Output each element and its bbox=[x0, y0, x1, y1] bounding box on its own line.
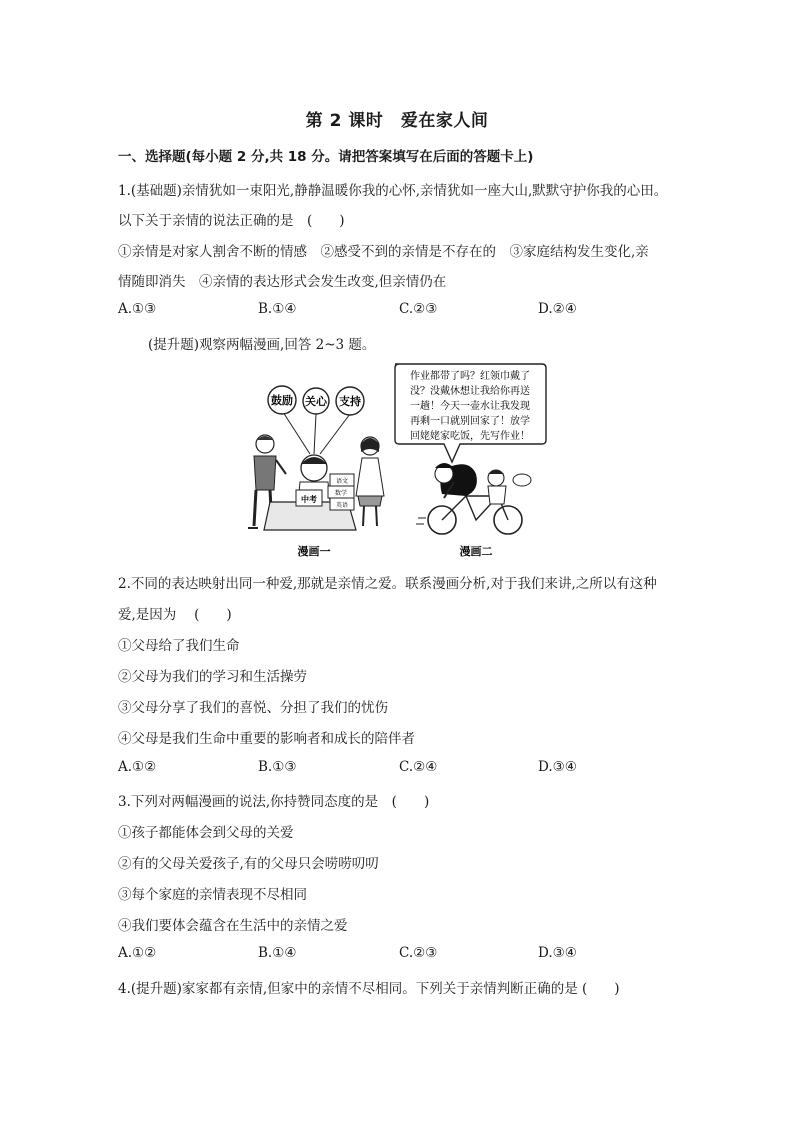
speech-line-1: 作业都带了吗？红领巾戴了 bbox=[410, 371, 530, 382]
bicycle-scene bbox=[416, 463, 531, 534]
q3-item-3: ③每个家庭的亲情表现不尽相同 bbox=[118, 887, 307, 903]
balloon-label-2: 关心 bbox=[305, 395, 327, 408]
q1-option-d: D.②④ bbox=[538, 301, 577, 317]
balloon-label-3: 支持 bbox=[339, 395, 361, 408]
q3-item-2: ②有的父母关爱孩子,有的父母只会唠唠叨叨 bbox=[118, 856, 379, 872]
q3-options bbox=[118, 945, 678, 965]
speech-line-2: 没？没戴休想让我给你再送 bbox=[410, 386, 530, 397]
q3-item-1: ①孩子都能体会到父母的关爱 bbox=[118, 825, 294, 841]
q2-option-b: B.①③ bbox=[258, 759, 297, 775]
balloon-group bbox=[268, 386, 364, 454]
q3-option-d: D.③④ bbox=[538, 945, 577, 961]
book-stack bbox=[328, 474, 354, 510]
speech-line-5: 回姥姥家吃饭，先写作业！ bbox=[410, 431, 530, 442]
speech-bubble bbox=[395, 364, 546, 462]
q3-option-a: A.①② bbox=[118, 945, 157, 961]
q1-option-b: B.①④ bbox=[258, 301, 297, 317]
mother-figure bbox=[356, 437, 384, 526]
q2-line1: 2.不同的表达映射出同一种爱,那就是亲情之爱。联系漫画分析,对于我们来讲,之所以有这种 bbox=[118, 576, 657, 592]
q3-option-b: B.①④ bbox=[258, 945, 297, 961]
q3-line1: 3.下列对两幅漫画的说法,你持赞同态度的是 ( ) bbox=[118, 794, 430, 810]
q1-line4: 情随即消失 ④亲情的表达形式会发生改变,但亲情仍在 bbox=[118, 274, 447, 290]
q2-options bbox=[118, 759, 678, 779]
q1-option-a: A.①③ bbox=[118, 301, 157, 317]
page-title: 第 2 课时 爱在家人间 bbox=[305, 111, 489, 131]
cartoon-illustration bbox=[230, 362, 550, 562]
q2-option-d: D.③④ bbox=[538, 759, 577, 775]
intro-q2-q3: (提升题)观察两幅漫画,回答 2~3 题。 bbox=[148, 337, 376, 353]
stack-label-3: 英语 bbox=[335, 502, 349, 509]
q1-option-c: C.②③ bbox=[399, 301, 438, 317]
q2-item-2: ②父母为我们的学习和生活操劳 bbox=[118, 669, 307, 685]
q2-option-a: A.①② bbox=[118, 759, 157, 775]
caption-cartoon-1: 漫画一 bbox=[297, 545, 331, 558]
stack-label-2: 数学 bbox=[334, 490, 348, 497]
q2-line2: 爱,是因为 ( ) bbox=[118, 607, 232, 623]
q4-line1: 4.(提升题)家家都有亲情,但家中的亲情不尽相同。下列关于亲情判断正确的是 ( ) bbox=[118, 981, 620, 997]
q1-line2: 以下关于亲情的说法正确的是 ( ) bbox=[118, 213, 345, 229]
speech-line-4: 再剩一口就别回家了！放学 bbox=[410, 416, 530, 427]
q2-option-c: C.②④ bbox=[399, 759, 438, 775]
caption-cartoon-2: 漫画二 bbox=[459, 545, 493, 558]
q1-line3: ①亲情是对家人割舍不断的情感 ②感受不到的亲情是不存在的 ③家庭结构发生变化,亲 bbox=[118, 244, 649, 260]
section-heading: 一、选择题(每小题 2 分,共 18 分。请把答案填写在后面的答题卡上) bbox=[118, 149, 534, 165]
q2-item-3: ③父母分享了我们的喜悦、分担了我们的忧伤 bbox=[118, 700, 388, 716]
balloon-label-1: 鼓励 bbox=[271, 394, 293, 407]
stack-label-1: 语文 bbox=[335, 478, 349, 485]
q1-line1: 1.(基础题)亲情犹如一束阳光,静静温暖你我的心怀,亲情犹如一座大山,默默守护你我的心田。 bbox=[118, 183, 668, 199]
book-label: 中考 bbox=[301, 495, 317, 504]
q3-item-4: ④我们要体会蕴含在生活中的亲情之爱 bbox=[118, 918, 348, 934]
q3-option-c: C.②③ bbox=[399, 945, 438, 961]
q2-item-4: ④父母是我们生命中重要的影响者和成长的陪伴者 bbox=[118, 731, 415, 747]
q2-item-1: ①父母给了我们生命 bbox=[118, 638, 240, 654]
q1-options bbox=[118, 301, 678, 321]
speech-line-3: 一趟！今天一壶水让我发现 bbox=[410, 401, 530, 412]
